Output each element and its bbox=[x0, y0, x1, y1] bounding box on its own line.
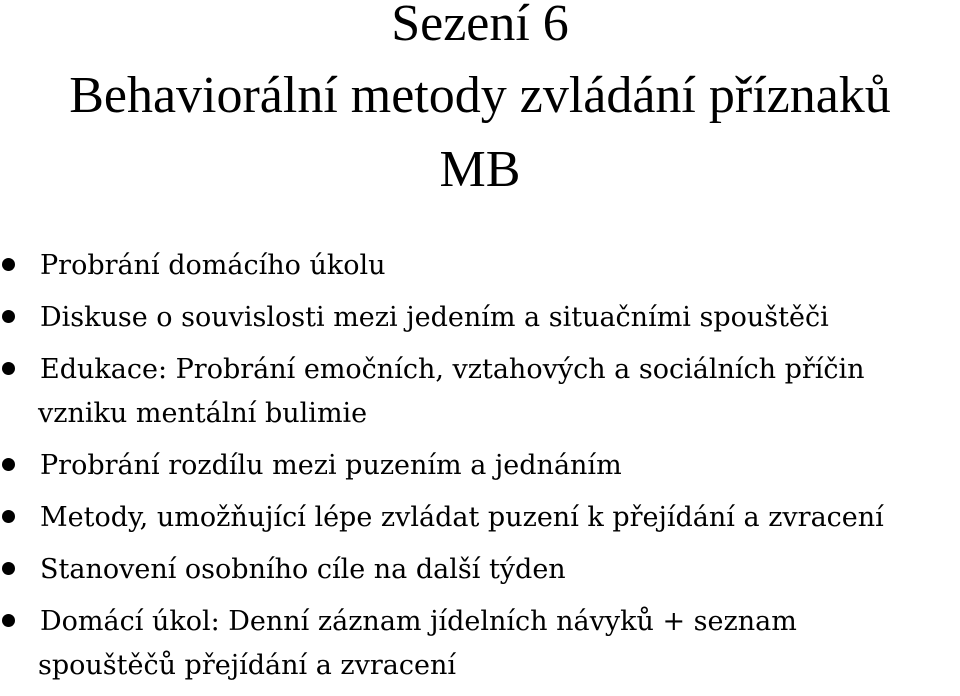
bullet-item bbox=[0, 548, 960, 592]
title-topic: Behaviorální metody zvládání příznaků bbox=[69, 67, 891, 124]
bullet-text: Edukace: Probrání emočních, vztahových a sociálních příčin bbox=[40, 354, 865, 385]
title-abbreviation: MB bbox=[439, 141, 521, 198]
bullet-text-continuation: vzniku mentální bulimie bbox=[38, 398, 368, 429]
bullet-text: Diskuse o souvislosti mezi jedením a situačními spouštěči bbox=[40, 302, 829, 333]
bullet-item bbox=[0, 348, 960, 436]
bullet-list bbox=[0, 244, 960, 696]
bullet-text: Stanovení osobního cíle na další týden bbox=[40, 554, 566, 585]
bullet-text: Probrání rozdílu mezi puzením a jednáním bbox=[40, 450, 622, 481]
bullet-dot-icon bbox=[2, 310, 15, 323]
bullet-dot-icon bbox=[2, 362, 15, 375]
bullet-text-continuation: spouštěčů přejídání a zvracení bbox=[38, 650, 457, 681]
bullet-item bbox=[0, 496, 960, 540]
bullet-dot-icon bbox=[2, 258, 15, 271]
bullet-text: Domácí úkol: Denní záznam jídelních návyků + seznam bbox=[40, 606, 797, 637]
bullet-item bbox=[0, 244, 960, 288]
bullet-item bbox=[0, 296, 960, 340]
bullet-dot-icon bbox=[2, 510, 15, 523]
bullet-dot-icon bbox=[2, 562, 15, 575]
bullet-dot-icon bbox=[2, 458, 15, 471]
bullet-dot-icon bbox=[2, 614, 15, 627]
title-session: Sezení 6 bbox=[391, 0, 569, 52]
bullet-item bbox=[0, 444, 960, 488]
bullet-text: Probrání domácího úkolu bbox=[40, 250, 386, 281]
bullet-item bbox=[0, 600, 960, 688]
bullet-text: Metody, umožňující lépe zvládat puzení k přejídání a zvracení bbox=[40, 502, 884, 533]
